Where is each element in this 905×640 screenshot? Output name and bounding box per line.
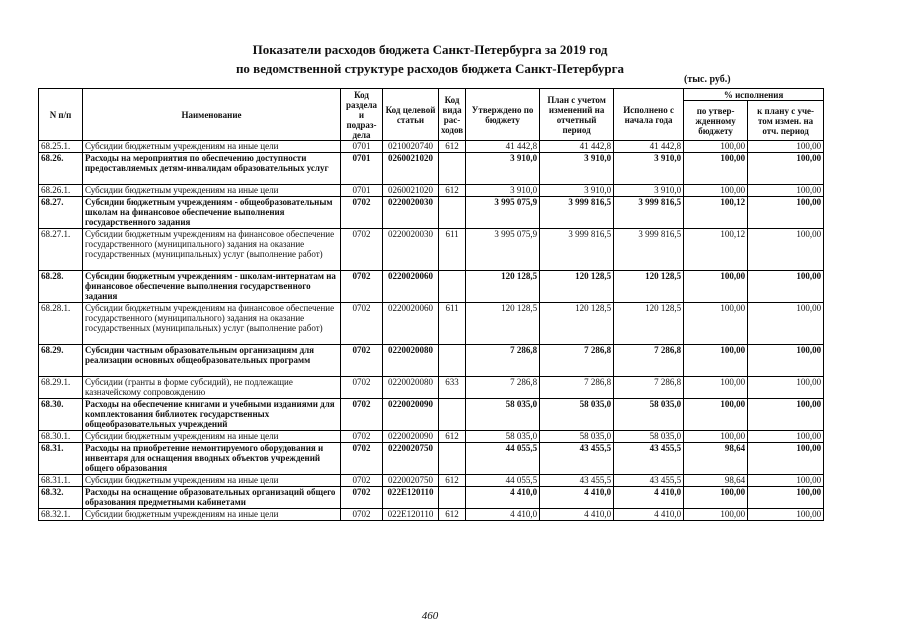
row-number: 68.32. <box>39 487 83 509</box>
row-approved: 7 286,8 <box>466 345 540 377</box>
row-done: 58 035,0 <box>614 399 684 431</box>
table-row <box>39 141 824 153</box>
table-row <box>39 185 824 197</box>
col-header-target: Код целевой статьи <box>383 89 439 141</box>
table-row <box>39 229 824 271</box>
row-pct-approved: 100,00 <box>684 509 748 521</box>
row-done: 58 035,0 <box>614 431 684 443</box>
row-section-code: 0702 <box>341 197 383 229</box>
row-target-code: 0220020030 <box>383 229 439 271</box>
row-done: 7 286,8 <box>614 345 684 377</box>
col-header-pct-approved: по утвер-жденному бюджету <box>684 101 748 141</box>
row-plan: 4 410,0 <box>540 487 614 509</box>
row-pct-plan: 100,00 <box>748 399 824 431</box>
row-number: 68.28.1. <box>39 303 83 345</box>
table-row <box>39 153 824 185</box>
row-plan: 120 128,5 <box>540 303 614 345</box>
row-plan: 3 999 816,5 <box>540 197 614 229</box>
row-done: 41 442,8 <box>614 141 684 153</box>
row-pct-plan: 100,00 <box>748 141 824 153</box>
row-type-code: 612 <box>439 475 466 487</box>
row-done: 3 910,0 <box>614 185 684 197</box>
row-done: 120 128,5 <box>614 271 684 303</box>
table-row <box>39 377 824 399</box>
col-header-num: N п/п <box>39 89 83 141</box>
row-done: 3 999 816,5 <box>614 197 684 229</box>
row-number: 68.27.1. <box>39 229 83 271</box>
row-approved: 58 035,0 <box>466 399 540 431</box>
row-pct-plan: 100,00 <box>748 509 824 521</box>
row-plan: 7 286,8 <box>540 345 614 377</box>
row-number: 68.30. <box>39 399 83 431</box>
units-label: (тыс. руб.) <box>684 74 731 85</box>
row-target-code: 0260021020 <box>383 153 439 185</box>
row-plan: 120 128,5 <box>540 271 614 303</box>
row-type-code <box>439 345 466 377</box>
row-section-code: 0701 <box>341 141 383 153</box>
row-approved: 4 410,0 <box>466 509 540 521</box>
row-type-code: 612 <box>439 509 466 521</box>
row-approved: 3 910,0 <box>466 185 540 197</box>
row-pct-approved: 100,00 <box>684 345 748 377</box>
row-type-code <box>439 443 466 475</box>
table-row <box>39 345 824 377</box>
row-name: Субсидии бюджетным учреждениям на иные цели <box>83 475 341 487</box>
row-type-code: 612 <box>439 431 466 443</box>
row-section-code: 0702 <box>341 303 383 345</box>
row-target-code: 0220020030 <box>383 197 439 229</box>
table-row <box>39 399 824 431</box>
row-section-code: 0701 <box>341 153 383 185</box>
row-number: 68.25.1. <box>39 141 83 153</box>
row-type-code <box>439 153 466 185</box>
document-title <box>0 40 860 78</box>
row-number: 68.31. <box>39 443 83 475</box>
col-header-section: Код раздела и подраз-дела <box>341 89 383 141</box>
row-pct-approved: 100,00 <box>684 271 748 303</box>
row-done: 120 128,5 <box>614 303 684 345</box>
row-name: Субсидии бюджетным учреждениям на финансовое обеспечение государственного (муниципального) задания на оказание государственных (муниципальных) услуг (выполнение работ) <box>83 229 341 271</box>
row-approved: 41 442,8 <box>466 141 540 153</box>
row-approved: 3 995 075,9 <box>466 229 540 271</box>
row-target-code: 022E120110 <box>383 509 439 521</box>
row-pct-plan: 100,00 <box>748 475 824 487</box>
row-number: 68.26.1. <box>39 185 83 197</box>
row-name: Субсидии бюджетным учреждениям на иные цели <box>83 509 341 521</box>
row-pct-plan: 100,00 <box>748 443 824 475</box>
col-header-done: Исполнено с начала года <box>614 89 684 141</box>
row-pct-plan: 100,00 <box>748 303 824 345</box>
row-done: 43 455,5 <box>614 475 684 487</box>
row-name: Расходы на приобретение немонтируемого оборудования и инвентаря для оснащения вводных объектов учреждений общего образования <box>83 443 341 475</box>
row-target-code: 022E120110 <box>383 487 439 509</box>
row-target-code: 0220020080 <box>383 377 439 399</box>
row-plan: 3 999 816,5 <box>540 229 614 271</box>
row-number: 68.26. <box>39 153 83 185</box>
row-approved: 4 410,0 <box>466 487 540 509</box>
row-name: Субсидии бюджетным учреждениям на иные цели <box>83 431 341 443</box>
row-target-code: 0220020060 <box>383 303 439 345</box>
row-section-code: 0702 <box>341 229 383 271</box>
row-pct-approved: 98,64 <box>684 443 748 475</box>
row-name: Субсидии бюджетным учреждениям на иные цели <box>83 185 341 197</box>
row-done: 43 455,5 <box>614 443 684 475</box>
row-target-code: 0220020090 <box>383 431 439 443</box>
row-name: Субсидии бюджетным учреждениям - школам-интернатам на финансовое обеспечение выполнения государственного задания <box>83 271 341 303</box>
row-approved: 44 055,5 <box>466 443 540 475</box>
row-pct-plan: 100,00 <box>748 431 824 443</box>
row-target-code: 0220020090 <box>383 399 439 431</box>
row-pct-plan: 100,00 <box>748 197 824 229</box>
row-pct-approved: 100,00 <box>684 153 748 185</box>
row-pct-plan: 100,00 <box>748 185 824 197</box>
row-type-code <box>439 197 466 229</box>
row-plan: 4 410,0 <box>540 509 614 521</box>
row-approved: 7 286,8 <box>466 377 540 399</box>
table-row <box>39 443 824 475</box>
row-section-code: 0702 <box>341 377 383 399</box>
row-plan: 3 910,0 <box>540 153 614 185</box>
row-number: 68.32.1. <box>39 509 83 521</box>
row-approved: 120 128,5 <box>466 303 540 345</box>
row-number: 68.29. <box>39 345 83 377</box>
row-pct-approved: 100,00 <box>684 431 748 443</box>
row-pct-plan: 100,00 <box>748 153 824 185</box>
row-type-code <box>439 487 466 509</box>
row-section-code: 0702 <box>341 509 383 521</box>
table-row <box>39 271 824 303</box>
page-number: 460 <box>421 610 439 622</box>
table-row <box>39 509 824 521</box>
row-pct-approved: 100,00 <box>684 487 748 509</box>
row-pct-approved: 100,00 <box>684 399 748 431</box>
col-header-pct-group: % исполнения <box>684 89 824 101</box>
row-done: 3 910,0 <box>614 153 684 185</box>
expenditure-table <box>38 88 824 521</box>
row-plan: 7 286,8 <box>540 377 614 399</box>
row-type-code: 611 <box>439 229 466 271</box>
row-type-code: 633 <box>439 377 466 399</box>
row-approved: 3 995 075,9 <box>466 197 540 229</box>
row-section-code: 0702 <box>341 399 383 431</box>
row-done: 7 286,8 <box>614 377 684 399</box>
row-type-code: 611 <box>439 303 466 345</box>
title-line-1: Показатели расходов бюджета Санкт-Петербурга за 2019 год <box>252 42 608 57</box>
row-plan: 58 035,0 <box>540 399 614 431</box>
row-done: 4 410,0 <box>614 487 684 509</box>
row-target-code: 0210020740 <box>383 141 439 153</box>
row-target-code: 0220020750 <box>383 475 439 487</box>
row-type-code: 612 <box>439 185 466 197</box>
row-name: Субсидии бюджетным учреждениям на финансовое обеспечение государственного (муниципального) задания на оказание государственных (муниципальных) услуг (выполнение работ) <box>83 303 341 345</box>
row-section-code: 0701 <box>341 185 383 197</box>
row-pct-approved: 100,00 <box>684 141 748 153</box>
row-name: Субсидии (гранты в форме субсидий), не подлежащие казначейскому сопровождению <box>83 377 341 399</box>
row-approved: 120 128,5 <box>466 271 540 303</box>
row-pct-plan: 100,00 <box>748 487 824 509</box>
row-target-code: 0220020750 <box>383 443 439 475</box>
row-pct-approved: 100,12 <box>684 229 748 271</box>
row-name: Субсидии бюджетным учреждениям на иные цели <box>83 141 341 153</box>
row-approved: 3 910,0 <box>466 153 540 185</box>
row-type-code <box>439 399 466 431</box>
row-pct-approved: 100,12 <box>684 197 748 229</box>
table-row <box>39 475 824 487</box>
row-plan: 43 455,5 <box>540 443 614 475</box>
row-type-code <box>439 271 466 303</box>
col-header-name: Наименование <box>83 89 341 141</box>
row-name: Расходы на мероприятия по обеспечению доступности предоставляемых детям-инвалидам образовательных услуг <box>83 153 341 185</box>
row-type-code: 612 <box>439 141 466 153</box>
row-section-code: 0702 <box>341 431 383 443</box>
row-pct-plan: 100,00 <box>748 377 824 399</box>
row-pct-plan: 100,00 <box>748 345 824 377</box>
col-header-plan: План с учетом изменений на отчетный период <box>540 89 614 141</box>
row-plan: 41 442,8 <box>540 141 614 153</box>
row-number: 68.31.1. <box>39 475 83 487</box>
row-plan: 58 035,0 <box>540 431 614 443</box>
row-approved: 58 035,0 <box>466 431 540 443</box>
row-section-code: 0702 <box>341 443 383 475</box>
row-name: Субсидии частным образовательным организациям для реализации основных общеобразовательных программ <box>83 345 341 377</box>
row-name: Субсидии бюджетным учреждениям - общеобразовательным школам на финансовое обеспечение выполнения государственного задания <box>83 197 341 229</box>
table-row <box>39 431 824 443</box>
col-header-approved: Утверждено по бюджету <box>466 89 540 141</box>
row-number: 68.30.1. <box>39 431 83 443</box>
row-number: 68.27. <box>39 197 83 229</box>
row-plan: 3 910,0 <box>540 185 614 197</box>
table-row <box>39 197 824 229</box>
row-number: 68.28. <box>39 271 83 303</box>
row-section-code: 0702 <box>341 345 383 377</box>
row-pct-approved: 98,64 <box>684 475 748 487</box>
col-header-pct-plan: к плану с уче-том измен. на отч. период <box>748 101 824 141</box>
row-plan: 43 455,5 <box>540 475 614 487</box>
row-pct-approved: 100,00 <box>684 303 748 345</box>
row-pct-approved: 100,00 <box>684 185 748 197</box>
title-line-2: по ведомственной структуре расходов бюджета Санкт-Петербурга <box>235 61 625 76</box>
row-section-code: 0702 <box>341 475 383 487</box>
table-row <box>39 487 824 509</box>
row-name: Расходы на оснащение образовательных организаций общего образования предметными кабинетами <box>83 487 341 509</box>
row-target-code: 0220020080 <box>383 345 439 377</box>
row-pct-approved: 100,00 <box>684 377 748 399</box>
row-done: 4 410,0 <box>614 509 684 521</box>
row-approved: 44 055,5 <box>466 475 540 487</box>
row-number: 68.29.1. <box>39 377 83 399</box>
row-section-code: 0702 <box>341 487 383 509</box>
col-header-type: Код вида рас-ходов <box>439 89 466 141</box>
row-pct-plan: 100,00 <box>748 229 824 271</box>
row-pct-plan: 100,00 <box>748 271 824 303</box>
row-done: 3 999 816,5 <box>614 229 684 271</box>
row-section-code: 0702 <box>341 271 383 303</box>
row-name: Расходы на обеспечение книгами и учебными изданиями для комплектования библиотек государственных общеобразовательных учреждений <box>83 399 341 431</box>
row-target-code: 0260021020 <box>383 185 439 197</box>
table-row <box>39 303 824 345</box>
row-target-code: 0220020060 <box>383 271 439 303</box>
